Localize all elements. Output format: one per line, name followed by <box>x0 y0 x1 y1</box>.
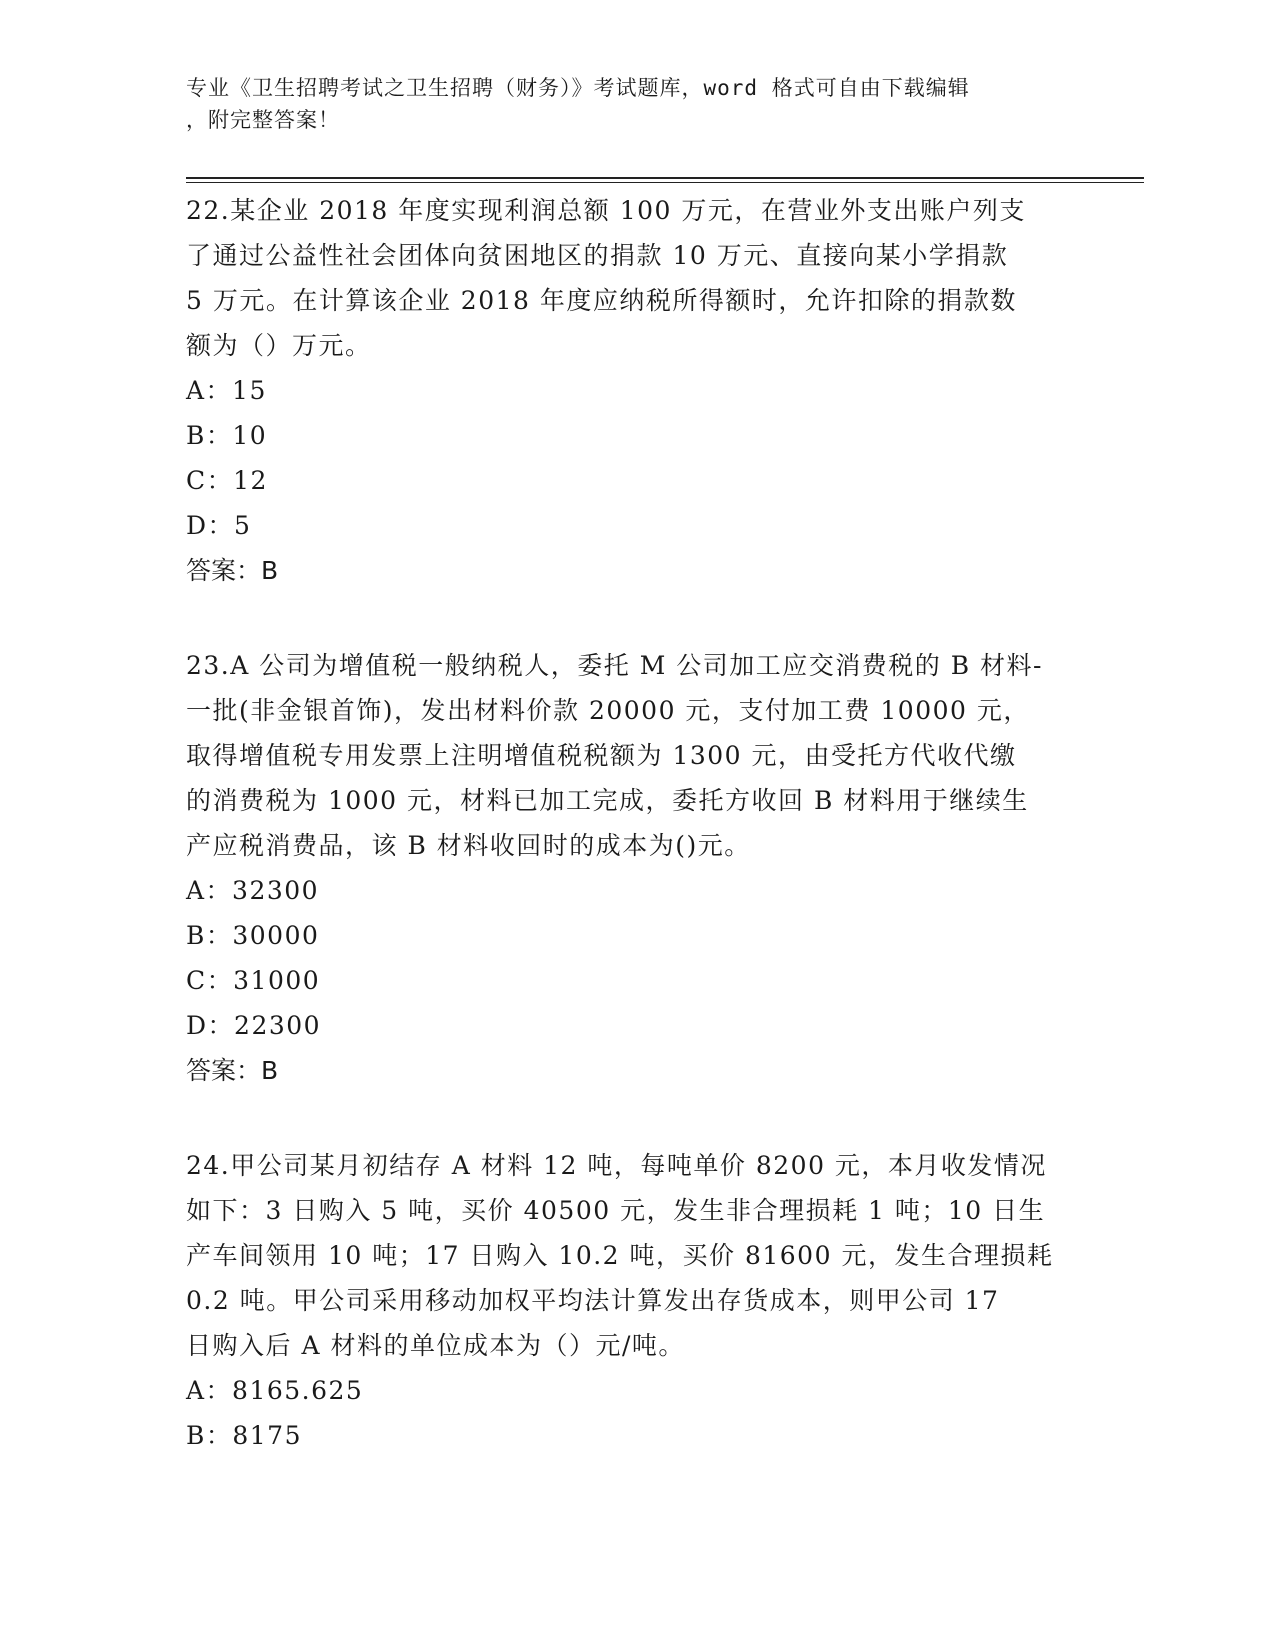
header-line-1: 专业《卫生招聘考试之卫生招聘（财务）》考试题库，word 格式可自由下载编辑 <box>186 76 970 100</box>
stem-line: 24.甲公司某月初结存 A 材料 12 吨，每吨单价 8200 元，本月收发情况 <box>186 1151 1047 1180</box>
stem-line: 22.某企业 2018 年度实现利润总额 100 万元，在营业外支出账户列支 <box>186 196 1026 225</box>
header-rule-thick <box>186 177 1144 179</box>
option-c: C：31000 <box>186 966 321 995</box>
stem-line: 如下：3 日购入 5 吨，买价 40500 元，发生非合理损耗 1 吨；10 日生 <box>186 1196 1046 1225</box>
question-23 <box>186 643 1086 1093</box>
option-d: D：22300 <box>186 1011 322 1040</box>
option-b: B：8175 <box>186 1421 302 1450</box>
question-stem <box>186 643 1086 868</box>
stem-line: 23.A 公司为增值税一般纳税人，委托 M 公司加工应交消费税的 B 材料- <box>186 651 1043 680</box>
stem-line: 额为（）万元。 <box>186 331 372 360</box>
answer: 答案：B <box>186 1056 279 1085</box>
stem-line: 的消费税为 1000 元，材料已加工完成，委托方收回 B 材料用于继续生 <box>186 786 1029 815</box>
header-rule-thin <box>186 182 1144 183</box>
stem-line: 产应税消费品，该 B 材料收回时的成本为()元。 <box>186 831 751 860</box>
question-24 <box>186 1143 1086 1458</box>
stem-line: 取得增值税专用发票上注明增值税税额为 1300 元，由受托方代收代缴 <box>186 741 1017 770</box>
question-stem <box>186 1143 1086 1368</box>
option-b: B：10 <box>186 421 268 450</box>
option-d: D：5 <box>186 511 252 540</box>
option-a: A：8165.625 <box>186 1376 364 1405</box>
option-b: B：30000 <box>186 921 320 950</box>
answer: 答案：B <box>186 556 279 585</box>
stem-line: 日购入后 A 材料的单位成本为（）元/吨。 <box>186 1331 685 1360</box>
document-header <box>186 72 1066 136</box>
stem-line: 一批(非金银首饰)，发出材料价款 20000 元，支付加工费 10000 元， <box>186 696 1030 725</box>
header-line-2: ，附完整答案！ <box>186 108 340 132</box>
question-stem <box>186 188 1086 368</box>
question-list <box>186 188 1086 1508</box>
question-22 <box>186 188 1086 593</box>
option-a: A：32300 <box>186 876 320 905</box>
stem-line: 了通过公益性社会团体向贫困地区的捐款 10 万元、直接向某小学捐款 <box>186 241 1009 270</box>
stem-line: 5 万元。在计算该企业 2018 年度应纳税所得额时，允许扣除的捐款数 <box>186 286 1017 315</box>
option-a: A：15 <box>186 376 267 405</box>
stem-line: 0.2 吨。甲公司采用移动加权平均法计算发出存货成本，则甲公司 17 <box>186 1286 1000 1315</box>
stem-line: 产车间领用 10 吨；17 日购入 10.2 吨，买价 81600 元，发生合理损耗 <box>186 1241 1054 1270</box>
option-c: C：12 <box>186 466 268 495</box>
